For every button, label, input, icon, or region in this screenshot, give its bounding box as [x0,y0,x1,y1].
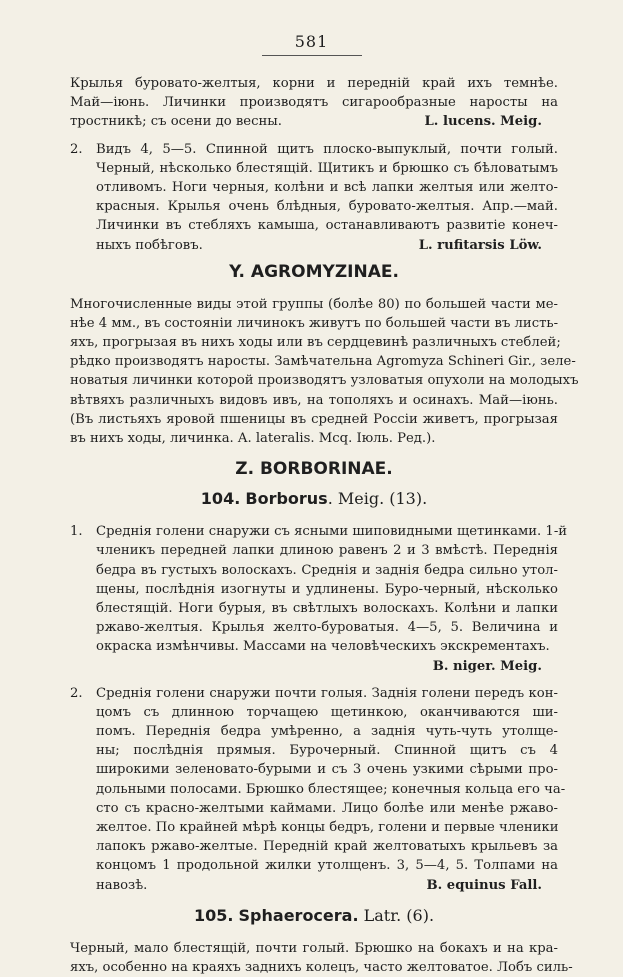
species-author: B. niger. Meig. [432,658,542,674]
text-line: дольными полосами. Брюшко блестящее; конечныя кольца его ча- [96,781,566,797]
genus-author: Latr. (6). [363,905,435,925]
genus-heading-borborus [70,484,558,514]
text-line: Черный, нѣсколько блестящій. Щитикъ и брюшко съ бѣловатымъ [96,160,558,176]
text-line: помъ. Переднія бедра умѣренно, а заднія чуть-чуть утолще- [96,724,558,740]
text-line: Видъ 4, 5—5. Спинной щитъ плоско-выпуклый, почти голый. [96,141,558,157]
section-heading-agromyzinae: Y. AGROMYZINAE. [229,261,399,282]
text-line: блестящій. Ноги бурыя, въ свѣтлыхъ волоскахъ. Колѣни и лапки [96,600,558,616]
text-line: Среднія голени снаружи съ ясными шиповидными щетинками. 1-й [96,524,568,540]
text-line: тростникѣ; съ осени до весны. [70,114,282,130]
text-line: яхъ, особенно на краяхъ заднихъ колецъ, часто желтоватое. Лобъ силь- [70,959,573,975]
genus-author: Meig. (13). [337,489,428,509]
species-author: L. rufitarsis Löw. [418,237,542,253]
text-line: отливомъ. Ноги черныя, колѣни и всѣ лапки желтыя или желто- [96,179,558,195]
text-line-with-author [96,236,558,255]
text-line: вѣтвяхъ различныхъ видовъ ивъ, на тополяхъ и осинахъ. Май—іюнь. [70,392,558,408]
text-line: Личинки въ стебляхъ камыша, останавливаютъ развитіе конеч- [96,218,558,234]
couplet-number: 2. [70,141,83,157]
text-line: новатыя личинки которой производятъ узловатыя опухоли на молодыхъ [70,373,579,389]
genus-author: . [327,489,338,509]
text-line: сто съ красно-желтыми каймами. Лицо болѣе или менѣе ржаво- [96,800,558,816]
genus-heading-sphaerocera [70,901,558,931]
genus-name: Sphaerocera. [238,905,359,925]
text-line: лапокъ ржаво-желтые. Передній край желтоватыхъ крыльевъ за [96,839,558,855]
text-line: щены, послѣднія изогнуты и удлинены. Буро-черный, нѣсколько [96,581,558,597]
page-number-rule [262,55,362,56]
text-line: желтое. По крайней мѣрѣ концы бедръ, голени и первые членики [96,820,559,835]
species-author: B. equinus Fall. [426,877,542,893]
text-line: яхъ, прогрызая въ нихъ ходы или въ сердцевинѣ различныхъ стеблей; [70,335,561,351]
text-line: Май—іюнь. Личинки производятъ сигарообразные наросты на [70,95,558,111]
text-line: навозѣ. [96,877,148,893]
couplet-2 [70,140,558,255]
section-paragraph [70,295,579,449]
text-line: широкими зеленовато-бурыми и съ 3 очень узкими сѣрыми про- [96,762,558,778]
text-line: цомъ съ длинною торчащею щетинкою, оканчиваются ши- [96,704,558,720]
text-line: Многочисленные виды этой группы (болѣе 80) по большей части ме- [70,296,558,312]
couplet-1 [70,522,568,676]
couplet-2-borborus [70,684,566,895]
text-line: концомъ 1 продольной жилки утолщенъ. 3, 5—4, 5. Толпами на [96,858,558,874]
genus-name: Borborus [245,489,328,509]
section-heading-borborinae: Z. BORBORINAE. [235,459,393,480]
genus-number: 105. [193,905,234,925]
text-line: въ нихъ ходы, личинка. A. lateralis. Mcq. Іюль. Ред.). [70,431,436,446]
text-line: Среднія голени снаружи почти голыя. Заднія голени передъ кон- [96,685,558,701]
text-line: окраска измѣнчивы. Массами на человѣческихъ экскрементахъ. [96,639,550,655]
text-line: Крылья буровато-желтыя, корни и передній край ихъ темнѣе. [70,76,558,91]
text-line: рѣдко производятъ наросты. Замѣчательна Agromyza Schineri Gir., зеле- [70,354,576,370]
text-line-with-author [96,876,558,895]
couplet-number: 1. [70,524,83,540]
page-number: 581 [294,32,329,51]
genus-description [70,939,573,977]
text-line: (Въ листьяхъ яровой пшеницы въ средней Россіи живетъ, прогрызая [70,411,558,427]
couplet-number: 2. [70,685,83,701]
text-line: ны; послѣднія прямыя. Бурочерный. Спинной щитъ съ 4 [96,743,558,759]
couplet-continued [70,74,558,132]
genus-number: 104. [200,489,241,509]
text-line: ныхъ побѣговъ. [96,237,203,253]
text-line: Черный, мало блестящій, почти голый. Брюшко на бокахъ и на кра- [70,940,558,956]
text-line: красныя. Крылья очень блѣдныя, буровато-желтыя. Апр.—май. [96,199,558,215]
page-body [70,74,579,977]
species-author: L. lucens. Meig. [424,114,542,130]
text-line: бедра въ густыхъ волоскахъ. Среднія и заднія бедра сильно утол- [96,562,558,578]
text-line: нѣе 4 мм., въ состояніи личинокъ живутъ по большей части въ листь- [70,315,559,331]
text-line: членикъ передней лапки длиною равенъ 2 и 3 вмѣстѣ. Переднія [96,543,558,559]
text-line-with-author [70,112,558,131]
text-line: ржаво-желтыя. Крылья желто-буроватыя. 4—5, 5. Величина и [96,620,558,636]
